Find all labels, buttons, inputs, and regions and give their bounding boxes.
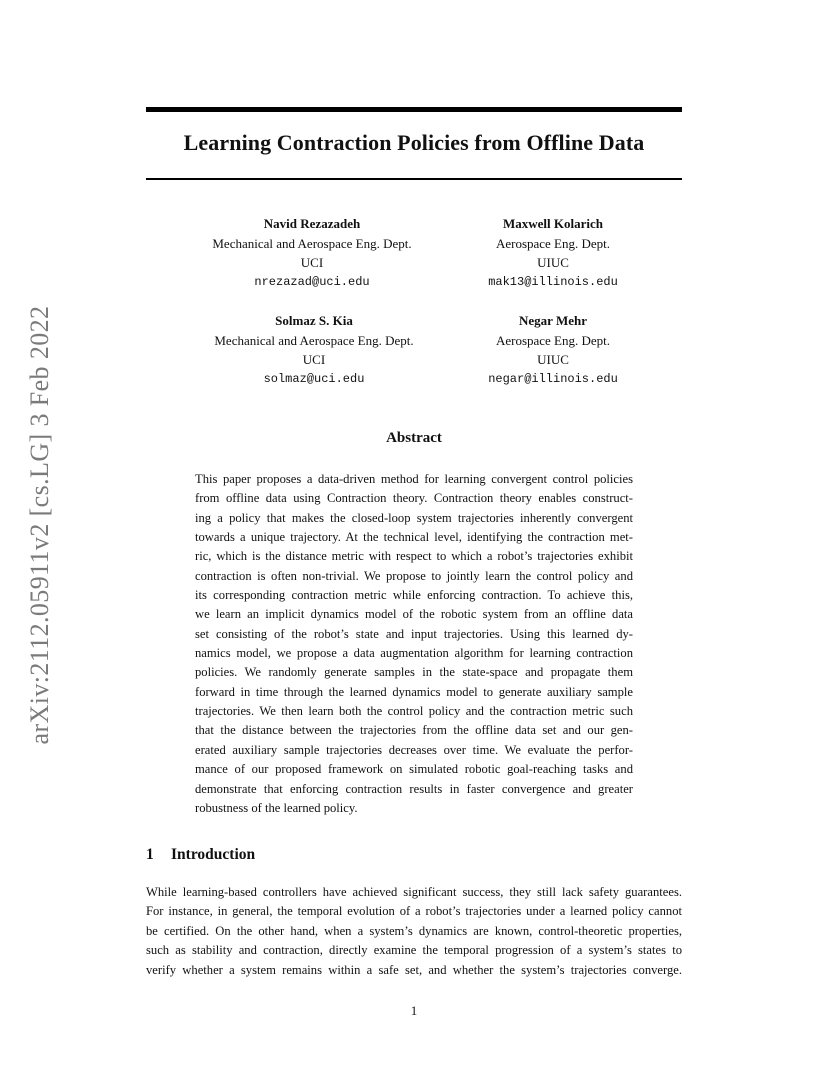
abstract-line: namics model, we propose a data augmentation algorithm for learning contraction [195, 646, 633, 661]
abstract-line: policies. We randomly generate samples in the state-space and propagate them [195, 665, 633, 680]
author-email[interactable]: nrezazad@uci.edu [254, 274, 370, 289]
abstract-line: ric, which is the distance metric with respect to which a robot’s trajectories exhibit [195, 549, 633, 564]
abstract-line: forward in time through the learned dynamics model to generate auxiliary sample [195, 684, 633, 699]
author-institution: UCI [302, 352, 326, 367]
author-block [465, 311, 641, 389]
author-email[interactable]: negar@illinois.edu [488, 371, 618, 386]
abstract-heading: Abstract [386, 430, 442, 446]
abstract-line: ing a policy that makes the closed-loop system trajectories inherently convergent [195, 510, 633, 525]
author-block [195, 214, 429, 292]
author-name: Solmaz S. Kia [275, 313, 353, 328]
abstract-line: erated auxiliary sample trajectories decreases over time. We evaluate the perfor- [195, 742, 633, 757]
author-email[interactable]: solmaz@uci.edu [263, 371, 365, 386]
intro-line: such as stability and contraction, directly examine the temporal progression of a system’s states to [146, 943, 682, 958]
abstract-line: trajectories. We then learn both the control policy and the contraction metric such [195, 704, 633, 719]
abstract-line: that the distance between the trajectories from the offline data set and our gen- [195, 723, 633, 738]
author-block [195, 311, 433, 389]
arxiv-stamp-text: arXiv:2112.05911v2 [cs.LG] 3 Feb 2022 [25, 305, 54, 745]
abstract-line: demonstrate that enforcing contraction results in faster convergence and greater [195, 781, 633, 796]
author-institution: UCI [300, 255, 324, 270]
section-number: 1 [146, 846, 154, 863]
abstract-line: we learn an implicit dynamics model of the robotic system from an offline data [195, 607, 633, 622]
page-number: 1 [410, 1003, 418, 1018]
intro-line: be certified. On the other hand, when a system’s dynamics are known, control-theoretic properties, [146, 923, 682, 938]
author-institution: UIUC [537, 255, 569, 270]
intro-line: verify whether a system remains within a safe set, and whether the system’s trajectories converge. [146, 962, 682, 977]
intro-line: For instance, in general, the temporal evolution of a robot’s trajectories under a learned policy cannot [146, 904, 682, 919]
author-institution: UIUC [537, 352, 569, 367]
abstract-line: its corresponding contraction metric while enforcing contraction. To achieve this, [195, 588, 633, 603]
paper-title: Learning Contraction Policies from Offline Data [183, 130, 645, 155]
introduction-body [146, 883, 682, 980]
author-dept: Mechanical and Aerospace Eng. Dept. [214, 332, 414, 348]
abstract-line: set consisting of the robot’s state and input trajectories. Using this learned dy- [195, 626, 633, 641]
author-email[interactable]: mak13@illinois.edu [488, 274, 618, 289]
author-dept: Aerospace Eng. Dept. [495, 332, 611, 348]
author-name: Maxwell Kolarich [502, 216, 603, 231]
author-dept: Mechanical and Aerospace Eng. Dept. [212, 235, 412, 251]
abstract-line: contraction is often non-trivial. We propose to jointly learn the control policy and [195, 568, 633, 583]
title-top-rule [146, 107, 682, 112]
abstract-line: from offline data using Contraction theory. Contraction theory enables construct- [195, 491, 633, 506]
intro-line: While learning-based controllers have achieved significant success, they still lack safety guarantees. [146, 885, 682, 899]
abstract-body [195, 470, 633, 818]
author-block [465, 214, 641, 292]
author-dept: Aerospace Eng. Dept. [495, 235, 611, 251]
abstract-line: towards a unique trajectory. At the technical level, identifying the contraction met- [195, 530, 633, 545]
abstract-line: robustness of the learned policy. [195, 800, 358, 815]
author-name: Negar Mehr [519, 313, 587, 328]
section-heading [146, 846, 255, 864]
abstract-line: This paper proposes a data-driven method for learning convergent control policies [195, 472, 633, 486]
title-bottom-rule [146, 178, 682, 180]
section-title: Introduction [171, 846, 256, 863]
author-name: Navid Rezazadeh [263, 216, 361, 231]
abstract-line: mance of our proposed framework on simulated robotic goal-reaching tasks and [195, 762, 633, 777]
